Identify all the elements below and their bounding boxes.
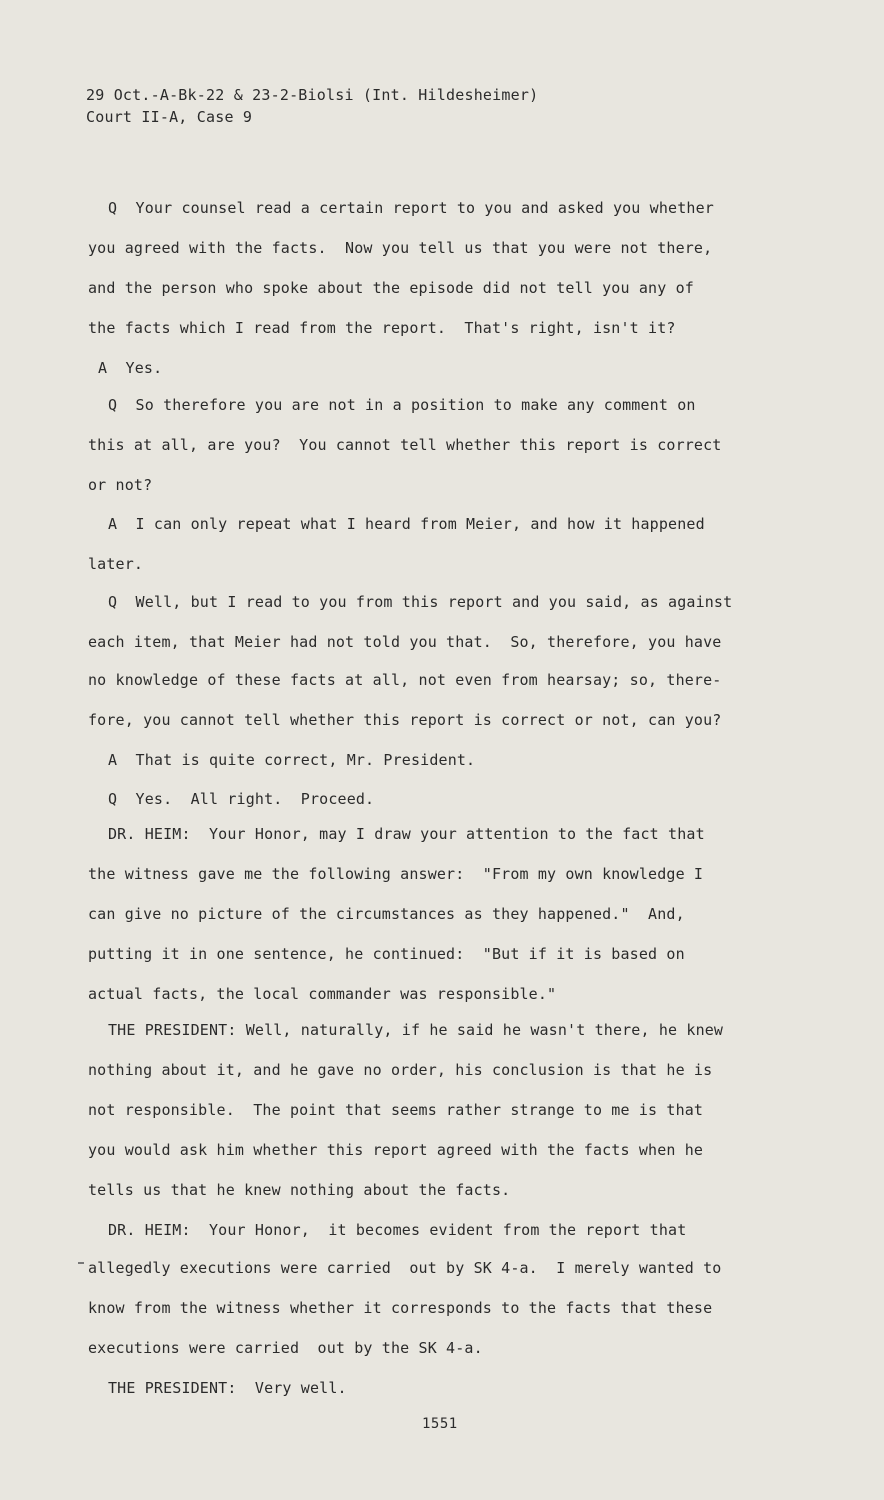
transcript-line: THE PRESIDENT: Very well. xyxy=(108,1379,347,1397)
transcript-line: DR. HEIM: Your Honor, may I draw your attention to the fact that xyxy=(108,825,705,843)
transcript-line: THE PRESIDENT: Well, naturally, if he said he wasn't there, he knew xyxy=(108,1021,724,1039)
transcript-line: and the person who spoke about the episode did not tell you any of xyxy=(88,279,694,297)
document-header xyxy=(86,84,538,128)
margin-mark xyxy=(78,1262,84,1264)
header-session-line: 29 Oct.-A-Bk-22 & 23-2-Biolsi (Int. Hildesheimer) xyxy=(86,86,539,104)
transcript-line: each item, that Meier had not told you that. So, therefore, you have xyxy=(88,633,722,651)
transcript-line: DR. HEIM: Your Honor, it becomes evident from the report that xyxy=(108,1221,687,1239)
header-court-line: Court II-A, Case 9 xyxy=(86,108,253,126)
transcript-line: putting it in one sentence, he continued: "But if it is based on xyxy=(88,945,685,963)
page-number: 1551 xyxy=(422,1416,458,1432)
transcript-line: actual facts, the local commander was responsible." xyxy=(88,985,557,1003)
transcript-line: no knowledge of these facts at all, not even from hearsay; so, there- xyxy=(88,671,722,689)
transcript-line: you agreed with the facts. Now you tell us that you were not there, xyxy=(88,239,713,257)
transcript-line: later. xyxy=(88,555,144,573)
transcript-line: A Yes. xyxy=(98,359,163,377)
transcript-line: executions were carried out by the SK 4-a. xyxy=(88,1339,483,1357)
transcript-line: A That is quite correct, Mr. President. xyxy=(108,751,476,769)
transcript-line: or not? xyxy=(88,476,153,494)
transcript-line: you would ask him whether this report agreed with the facts when he xyxy=(88,1141,704,1159)
transcript-line: tells us that he knew nothing about the facts. xyxy=(88,1181,511,1199)
transcript-line: know from the witness whether it corresponds to the facts that these xyxy=(88,1299,713,1317)
transcript-line: A I can only repeat what I heard from Meier, and how it happened xyxy=(108,515,705,533)
transcript-line: the facts which I read from the report. That's right, isn't it? xyxy=(88,319,676,337)
transcript-line: Q Your counsel read a certain report to you and asked you whether xyxy=(108,199,714,217)
transcript-line: nothing about it, and he gave no order, his conclusion is that he is xyxy=(88,1061,713,1079)
transcript-line: this at all, are you? You cannot tell whether this report is correct xyxy=(88,436,722,454)
transcript-line: fore, you cannot tell whether this report is correct or not, can you? xyxy=(88,711,722,729)
transcript-line: Q Well, but I read to you from this report and you said, as against xyxy=(108,593,733,611)
transcript-line: allegedly executions were carried out by SK 4-a. I merely wanted to xyxy=(88,1259,722,1277)
transcript-line: not responsible. The point that seems rather strange to me is that xyxy=(88,1101,704,1119)
transcript-line: the witness gave me the following answer: "From my own knowledge I xyxy=(88,865,704,883)
transcript-line: Q So therefore you are not in a position to make any comment on xyxy=(108,396,696,414)
transcript-line: can give no picture of the circumstances as they happened." And, xyxy=(88,905,685,923)
transcript-line: Q Yes. All right. Proceed. xyxy=(108,790,375,808)
